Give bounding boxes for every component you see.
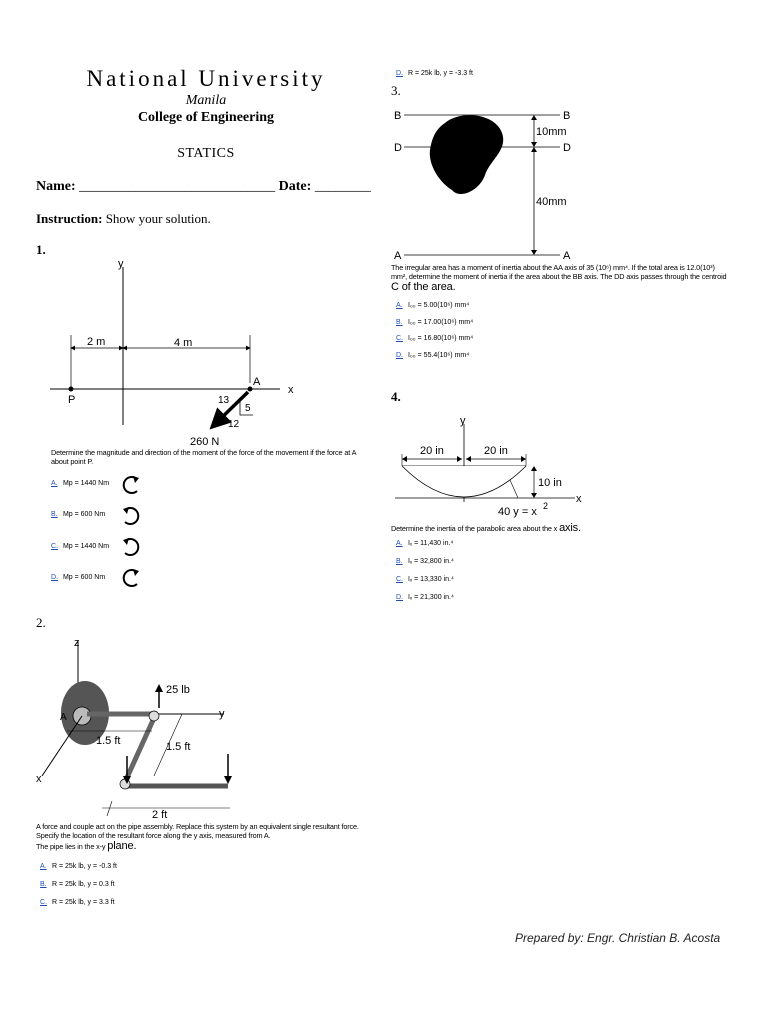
q1-x-label: x xyxy=(288,384,294,396)
choice-text: I₀₀ = 16.80(10⁶) mm⁴ xyxy=(407,335,474,342)
choice-text: I₀₀ = 5.00(10⁶) mm⁴ xyxy=(407,302,470,309)
choice-text: Mp = 1440 Nm xyxy=(62,543,110,550)
q4-y-label: y xyxy=(460,415,466,427)
city-subtitle: Manila xyxy=(185,93,227,108)
q3-text-main: The irregular area has a moment of inertia about the AA axis of 35 (10⁶) mm⁴. If the total area is 12.0(10³) mm², determine the moment of inertia if the area about the BB axis. The DD axis passes through the centroid xyxy=(391,263,727,282)
choice-letter: D. xyxy=(396,594,403,601)
q3-d-left: D xyxy=(394,142,402,154)
choice-letter: D. xyxy=(396,70,403,77)
q2-choice-a[interactable] xyxy=(40,863,117,870)
choice-text: Mp = 1440 Nm xyxy=(62,480,110,487)
q3-irregular-area xyxy=(430,115,503,194)
q4-dim-height: 10 in xyxy=(538,477,562,489)
choice-letter: C. xyxy=(51,543,58,550)
q2-z-label: z xyxy=(74,637,80,649)
choice-text: I₀₀ = 55.4(10⁶) mm⁴ xyxy=(407,352,470,359)
q3-choice-a[interactable] xyxy=(396,302,469,309)
counterclockwise-icon xyxy=(118,566,144,590)
q1-choice-b[interactable] xyxy=(51,511,105,518)
choice-text: Mp = 600 Nm xyxy=(62,511,106,518)
q3-choice-b[interactable] xyxy=(396,319,473,326)
instruction xyxy=(36,211,211,227)
clockwise-icon xyxy=(118,504,144,528)
q4-text-main: Determine the inertia of the parabolic area about the x xyxy=(391,524,558,533)
date-blank: ________ xyxy=(314,179,371,194)
q1-point-a xyxy=(248,387,253,392)
q2-text-tail: The pipe lies in the x-y xyxy=(36,842,106,852)
q4-dim-left: 20 in xyxy=(420,445,444,457)
q1-dim-2m-label: 2 m xyxy=(87,336,106,348)
q2-choice-d[interactable] xyxy=(396,70,473,77)
q2-force-label: 25 lb xyxy=(166,684,190,696)
q4-exponent: 2 xyxy=(543,501,549,511)
q4-question-text xyxy=(391,522,731,536)
choice-letter: B. xyxy=(396,319,403,326)
q4-text-tail-big: axis. xyxy=(559,522,581,534)
q3-diagram xyxy=(390,105,590,265)
q4-choice-b[interactable] xyxy=(396,558,454,565)
q2-diagram xyxy=(32,636,257,826)
q1-number: 1. xyxy=(36,242,46,257)
q3-dim-10mm: 10mm xyxy=(536,126,567,138)
q2-dim-3: 2 ft xyxy=(152,809,168,821)
q1-p-label: P xyxy=(68,394,76,406)
q1-point-p xyxy=(69,387,74,392)
choice-letter: B. xyxy=(51,511,58,518)
name-label: Name: xyxy=(36,179,76,194)
q3-dim-40mm: 40mm xyxy=(536,196,567,208)
q3-text-tail-big: C of the area. xyxy=(391,281,456,294)
q4-equation: 40 y = x xyxy=(498,506,537,518)
q4-number: 4. xyxy=(391,389,401,404)
q4-parabola xyxy=(402,466,526,497)
choice-text: R = 25k lb, y = 3.3 ft xyxy=(51,899,115,906)
q3-d-right: D xyxy=(563,142,571,154)
choice-letter: C. xyxy=(396,335,403,342)
choice-letter: A. xyxy=(396,302,403,309)
choice-text: Iₓ = 32,800 in.⁴ xyxy=(407,558,454,565)
q1-y-label: y xyxy=(118,258,124,270)
clockwise-icon xyxy=(118,535,144,559)
q1-question-text: Determine the magnitude and direction of the moment of the force of the movement if the force at A about point P. xyxy=(51,448,356,467)
choice-text: R = 25k lb, y = 0.3 ft xyxy=(51,881,115,888)
q2-dim-1: 1.5 ft xyxy=(96,735,121,747)
q1-choice-a[interactable] xyxy=(51,480,109,487)
q3-a-left: A xyxy=(394,250,402,262)
subject-title: STATICS xyxy=(177,146,235,161)
choice-letter: C. xyxy=(40,899,47,906)
q3-choice-c[interactable] xyxy=(396,335,473,342)
choice-text: Mp = 600 Nm xyxy=(62,574,106,581)
q3-question-text xyxy=(391,263,731,295)
choice-letter: C. xyxy=(396,576,403,583)
q2-choice-b[interactable] xyxy=(40,881,115,888)
q3-b-right: B xyxy=(563,110,571,122)
q4-choice-d[interactable] xyxy=(396,594,454,601)
prepared-by: Prepared by: Engr. Christian B. Acosta xyxy=(515,931,721,945)
date-label: Date: xyxy=(278,179,312,194)
name-date-line xyxy=(36,179,371,195)
choice-text: R = 25k lb, y = -0.3 ft xyxy=(51,863,117,870)
q2-text-main: A force and couple act on the pipe assembly. Replace this system by an equivalent single resultant force. Specify the location of the resultant force along the y axis, measured from A. xyxy=(36,822,359,841)
q1-choice-c[interactable] xyxy=(51,543,109,550)
q3-a-right: A xyxy=(563,250,571,262)
q1-force-label: 260 N xyxy=(190,436,220,448)
choice-text: Iₓ = 11,430 in.⁴ xyxy=(407,540,454,547)
q1-slope-13: 13 xyxy=(218,395,230,406)
q4-dim-right: 20 in xyxy=(484,445,508,457)
q2-x-label: x xyxy=(36,773,42,785)
q2-y-label: y xyxy=(219,708,225,720)
q2-number: 2. xyxy=(36,615,46,630)
choice-text: R = 25k lb, y = -3.3 ft xyxy=(407,70,473,77)
q3-choice-d[interactable] xyxy=(396,352,469,359)
q3-b-left: B xyxy=(394,110,402,122)
q3-number: 3. xyxy=(391,83,401,98)
choice-text: Iₓ = 13,330 in.⁴ xyxy=(407,576,454,583)
counterclockwise-icon xyxy=(118,473,144,497)
q1-dim-4m-label: 4 m xyxy=(174,337,193,349)
q4-choice-a[interactable] xyxy=(396,540,453,547)
q1-choice-d[interactable] xyxy=(51,574,105,581)
q2-question-text xyxy=(36,822,371,854)
q2-text-tail-big: plane. xyxy=(107,840,137,853)
choice-letter: A. xyxy=(396,540,403,547)
q1-slope-12: 12 xyxy=(228,419,240,430)
q2-choice-c[interactable] xyxy=(40,899,115,906)
choice-letter: D. xyxy=(51,574,58,581)
q2-a-label: A xyxy=(60,712,67,723)
q1-a-label: A xyxy=(253,376,261,388)
college-name: College of Engineering xyxy=(137,110,275,125)
university-title: National University xyxy=(86,66,326,91)
choice-letter: D. xyxy=(396,352,403,359)
q2-pipe-2 xyxy=(125,718,154,782)
instruction-label: Instruction: xyxy=(36,211,103,226)
name-blank: ____________________________ xyxy=(79,179,276,194)
q4-diagram xyxy=(390,410,600,520)
choice-text: I₀₀ = 17.00(10⁶) mm⁴ xyxy=(407,319,474,326)
q4-x-label: x xyxy=(576,493,582,505)
choice-letter: A. xyxy=(51,480,58,487)
q1-slope-5: 5 xyxy=(245,403,251,414)
choice-letter: A. xyxy=(40,863,47,870)
q4-choice-c[interactable] xyxy=(396,576,454,583)
q2-dim-2: 1.5 ft xyxy=(166,741,191,753)
choice-letter: B. xyxy=(40,881,47,888)
choice-letter: B. xyxy=(396,558,403,565)
choice-text: Iₓ = 21,300 in.⁴ xyxy=(407,594,454,601)
q1-diagram xyxy=(40,255,360,450)
instruction-text: Show your solution. xyxy=(105,211,211,226)
q2-x-axis xyxy=(42,716,82,776)
